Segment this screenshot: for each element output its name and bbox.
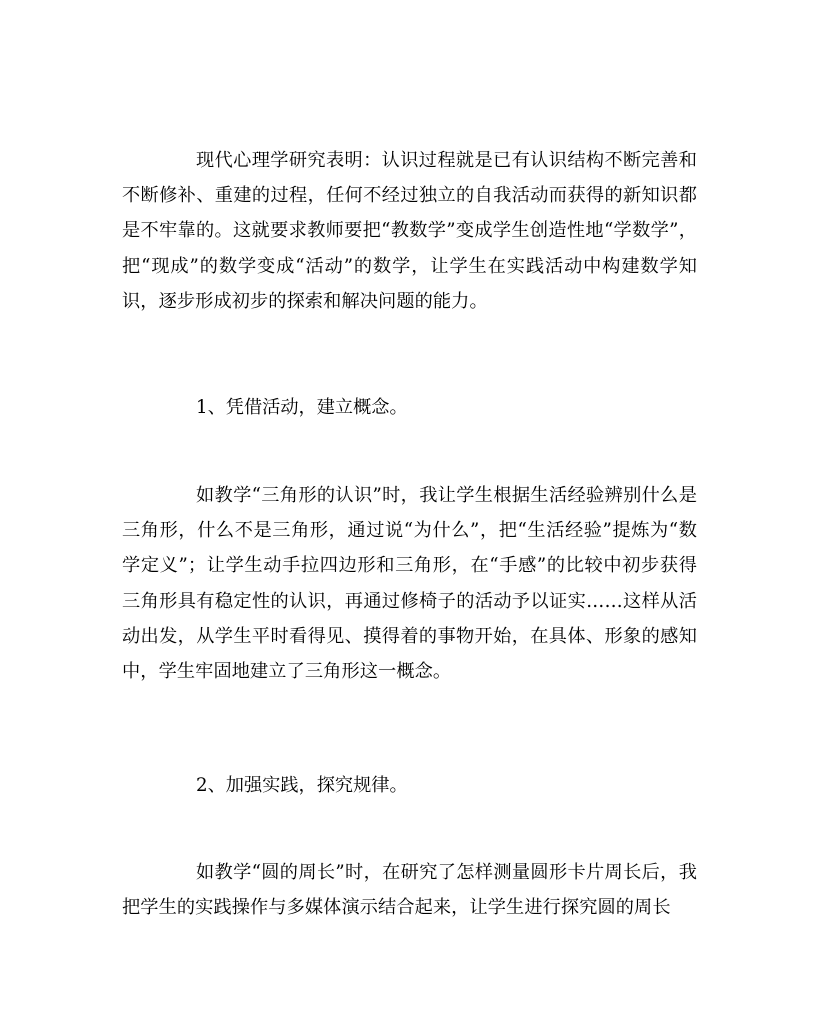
paragraph-intro: 现代心理学研究表明：认识过程就是已有认识结构不断完善和不断修补、重建的过程，任何不经过独立的自我活动而获得的新知识都是不牢靠的。这就要求教师要把“教数学”变成学生创造性地“学数学”，把“现成”的数学变成“活动”的数学，让学生在实践活动中构建数学知识，逐步形成初步的探索和解决问题的能力。 [122, 150, 697, 312]
section-heading-2: 2、加强实践，探究规律。 [196, 775, 408, 796]
section-heading-1: 1、凭借活动，建立概念。 [196, 397, 408, 418]
paragraph-triangle-example: 如教学“三角形的认识”时，我让学生根据生活经验辨别什么是三角形，什么不是三角形，通过说“为什么”，把“生活经验”提炼为“数学定义”；让学生动手拉四边形和三角形，在“手感”的比较中初步获得三角形具有稳定性的认识，再通过修椅子的活动予以证实……这样从活动出发，从学生平时看得见、摸得着的事物开始，在具体、形象的感知中，学生牢固地建立了三角形这一概念。 [122, 485, 697, 683]
paragraph-circle-example: 如教学“圆的周长”时，在研究了怎样测量圆形卡片周长后，我把学生的实践操作与多媒体演示结合起来，让学生进行探究圆的周长 [122, 862, 697, 919]
